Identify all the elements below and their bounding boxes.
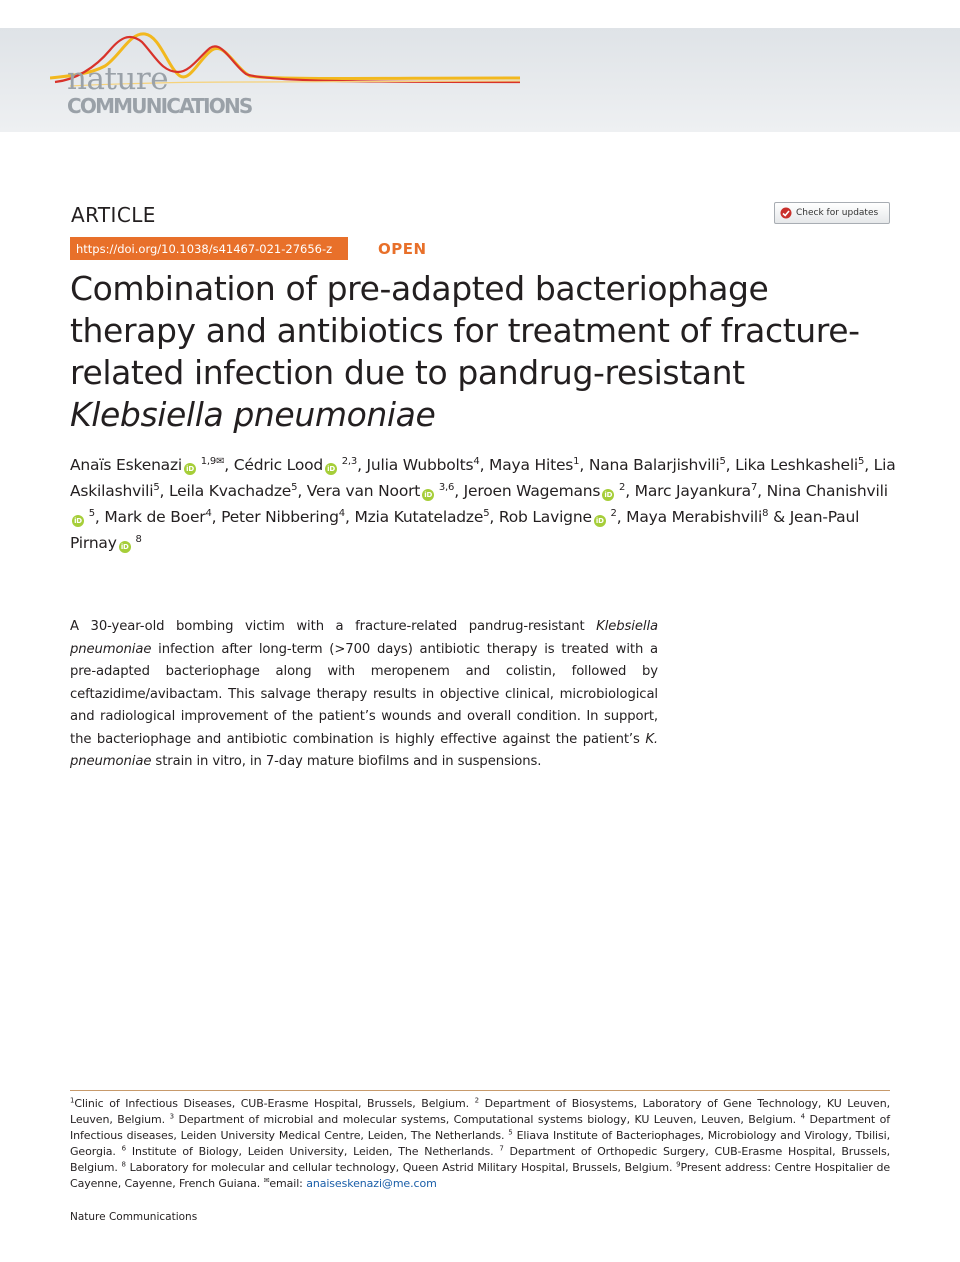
orcid-icon[interactable]: iD — [184, 463, 196, 475]
abstract-segment: infection after long-term (>700 days) antibiotic therapy is treated with a pre-adapted bacteriophage along with meropenem and colistin, followed by ceftazidime/avibactam. This salvage therapy results in objective clinical, microbiological and radiological improvement of the patient’s wounds and overall condition. In support, the bacteriophage and antibiotic combination is highly effective against the patient’s — [70, 641, 658, 747]
author-name[interactable]: Jeroen Wagemans — [463, 482, 601, 500]
author-name[interactable]: Jean-Paul Pirnay — [70, 508, 860, 552]
author-name[interactable]: Cédric Lood — [233, 456, 324, 474]
author[interactable] — [354, 508, 489, 526]
article-type-label: ARTICLE — [71, 203, 156, 227]
author-list: Anaïs Eskenazi iD $^{1,9✉}$, Cédric Lood iD $^{2,3}$, Julia Wubbolts$^4$, Maya Hites$^1$, Nana Balarjishvili$^5$, Lika Leshkasheli$^5$, Lia Askilashvili$^5$, Leila Kvachadze$^5$, Vera van Noort iD $^{3,6}$, Jeroen Wagemans iD $^2$, Marc Jayankura$^7$, Nina ChanishviliiD $^5$, Mark de Boer$^4$, Peter Nibbering$^4$, Mzia Kutateladze$^5$, Rob Lavigne iD $^2$, Maya Merabishvili$^8$ & Jean-Paul Pirnay iD $^8$ — [70, 455, 896, 552]
author-affiliation-number: 4 — [473, 455, 480, 467]
affiliations — [70, 1096, 890, 1193]
author[interactable] — [307, 482, 454, 500]
author-name[interactable]: Maya Merabishvili — [626, 508, 763, 526]
author-name[interactable]: Marc Jayankura — [634, 482, 751, 500]
author-joiner: & — [773, 508, 785, 526]
abstract-segment: strain in vitro, in 7-day mature biofilms and in suspensions. — [151, 754, 542, 769]
affiliation-number: 3 — [169, 1112, 174, 1121]
author[interactable] — [169, 482, 297, 500]
author-affiliation-number: 5 — [88, 507, 95, 519]
affiliation-text: Department of Infectious diseases, Leiden University Medical Centre, Leiden, The Netherlands. — [70, 1113, 891, 1143]
footer-journal-name: Nature Communications — [70, 1211, 198, 1223]
author-name[interactable]: Nana Balarjishvili — [588, 456, 720, 474]
author-name[interactable]: Nina Chanishvili — [766, 482, 888, 500]
author[interactable] — [626, 508, 768, 526]
author-name[interactable]: Leila Kvachadze — [169, 482, 292, 500]
doi-link[interactable]: https://doi.org/10.1038/s41467-021-27656-z — [70, 237, 348, 260]
check-updates-label: Check for updates — [796, 208, 879, 218]
abstract-segment: K. pneumoniae — [70, 731, 658, 769]
title-italic: Klebsiella pneumoniae — [70, 395, 436, 434]
author-affiliation-number: 1,9 — [200, 455, 217, 467]
author-affiliation-number: 8 — [762, 507, 769, 519]
affiliation-text: Department of Biosystems, Laboratory of Gene Technology, KU Leuven, Leuven, Belgium. — [70, 1097, 890, 1127]
affiliation-number: 4 — [800, 1112, 805, 1121]
author-affiliation-number: 4 — [205, 507, 212, 519]
affiliation-number: 2 — [474, 1096, 480, 1105]
author-affiliation-number: 4 — [338, 507, 345, 519]
journal-banner — [0, 28, 960, 132]
affiliation-number: 5 — [508, 1128, 513, 1137]
affiliation-text: Department of Orthopedic Surgery, CUB-Erasme Hospital, Brussels, Belgium. — [70, 1145, 890, 1175]
affiliation-text: Department of microbial and molecular systems, Computational systems biology, KU Leuven, Leuven, Belgium. — [173, 1113, 801, 1127]
author-affiliation-number: 5 — [858, 455, 865, 467]
author-affiliation-number: 1 — [573, 455, 580, 467]
author-name[interactable]: Maya Hites — [489, 456, 574, 474]
email-icon: ✉ — [263, 1176, 270, 1185]
affiliation-number: 1 — [70, 1096, 75, 1105]
author[interactable] — [589, 456, 726, 474]
orcid-icon[interactable]: iD — [594, 515, 606, 527]
author-affiliation-number: 5 — [291, 481, 298, 493]
open-access-label: OPEN — [378, 240, 427, 258]
article-title — [70, 268, 900, 436]
author-affiliation-number: 8 — [135, 533, 142, 545]
affiliation-number: 6 — [121, 1144, 126, 1153]
author-affiliation-number: 7 — [750, 481, 758, 493]
author-name[interactable]: Julia Wubbolts — [366, 456, 474, 474]
author-name[interactable]: Vera van Noort — [306, 482, 421, 500]
author[interactable] — [70, 456, 224, 474]
author-name[interactable]: Rob Lavigne — [498, 508, 592, 526]
author-name[interactable]: Mzia Kutateladze — [354, 508, 484, 526]
orcid-icon[interactable]: iD — [422, 489, 434, 501]
author-affiliation-number: 5 — [153, 481, 160, 493]
author-affiliation-number: 5 — [483, 507, 490, 519]
affiliation-number: 9 — [676, 1160, 681, 1169]
email-icon[interactable]: ✉ — [216, 455, 225, 467]
logo-communications-text: COMMUNICATIONS — [67, 94, 252, 118]
author[interactable] — [234, 456, 357, 474]
author[interactable] — [499, 508, 617, 526]
author-name[interactable]: Anaïs Eskenazi — [70, 456, 183, 474]
author[interactable] — [735, 456, 864, 474]
email-link[interactable]: anaiseskenazi@me.com — [306, 1177, 437, 1191]
affiliation-number: 7 — [499, 1144, 504, 1153]
orcid-icon[interactable]: iD — [119, 541, 131, 553]
abstract-segment: A 30-year-old bombing victim with a fracture-related pandrug-resistant — [70, 619, 597, 634]
affiliation-text: Institute of Biology, Leiden University, Leiden, The Netherlands. — [126, 1145, 500, 1159]
title-main: Combination of pre-adapted bacteriophage therapy and antibiotics for treatment of fracture-related infection due to pandrug-resistant — [70, 269, 860, 392]
author[interactable] — [367, 456, 480, 474]
affiliation-text: Clinic of Infectious Diseases, CUB-Erasme Hospital, Brussels, Belgium. — [74, 1097, 475, 1110]
author-name[interactable]: Peter Nibbering — [221, 508, 339, 526]
orcid-icon[interactable]: iD — [325, 463, 337, 475]
email-label: email: — [269, 1177, 307, 1191]
affiliation-number: 8 — [121, 1160, 126, 1169]
check-for-updates-button[interactable] — [774, 202, 890, 224]
orcid-icon[interactable]: iD — [602, 489, 614, 501]
author[interactable] — [221, 508, 345, 526]
affiliation-text: Laboratory for molecular and cellular technology, Queen Astrid Military Hospital, Brussels, Belgium. — [125, 1161, 677, 1175]
author-affiliation-number: 2 — [610, 507, 617, 519]
author[interactable] — [489, 456, 579, 474]
author[interactable] — [635, 482, 757, 500]
author-affiliation-number: 2 — [619, 481, 626, 493]
abstract-segment: Klebsiella pneumoniae — [70, 619, 658, 657]
affiliations-divider — [70, 1090, 890, 1091]
author[interactable] — [104, 508, 211, 526]
author[interactable] — [464, 482, 626, 500]
check-updates-icon — [780, 207, 792, 219]
orcid-icon[interactable]: iD — [72, 515, 84, 527]
abstract — [70, 616, 658, 774]
author-affiliation-number: 5 — [719, 455, 726, 467]
affiliation-text: Present address: Centre Hospitalier de Cayenne, Cayenne, French Guiana. — [70, 1161, 891, 1191]
author-affiliation-number: 3,6 — [438, 481, 455, 493]
author-name[interactable]: Lika Leshkasheli — [735, 456, 859, 474]
author-name[interactable]: Mark de Boer — [104, 508, 206, 526]
author-affiliation-number: 2,3 — [341, 455, 358, 467]
affiliation-text: Eliava Institute of Bacteriophages, Microbiology and Virology, Tbilisi, Georgia. — [70, 1129, 890, 1159]
logo-nature-text: nature — [67, 61, 169, 97]
author-name[interactable]: Lia Askilashvili — [70, 456, 896, 500]
